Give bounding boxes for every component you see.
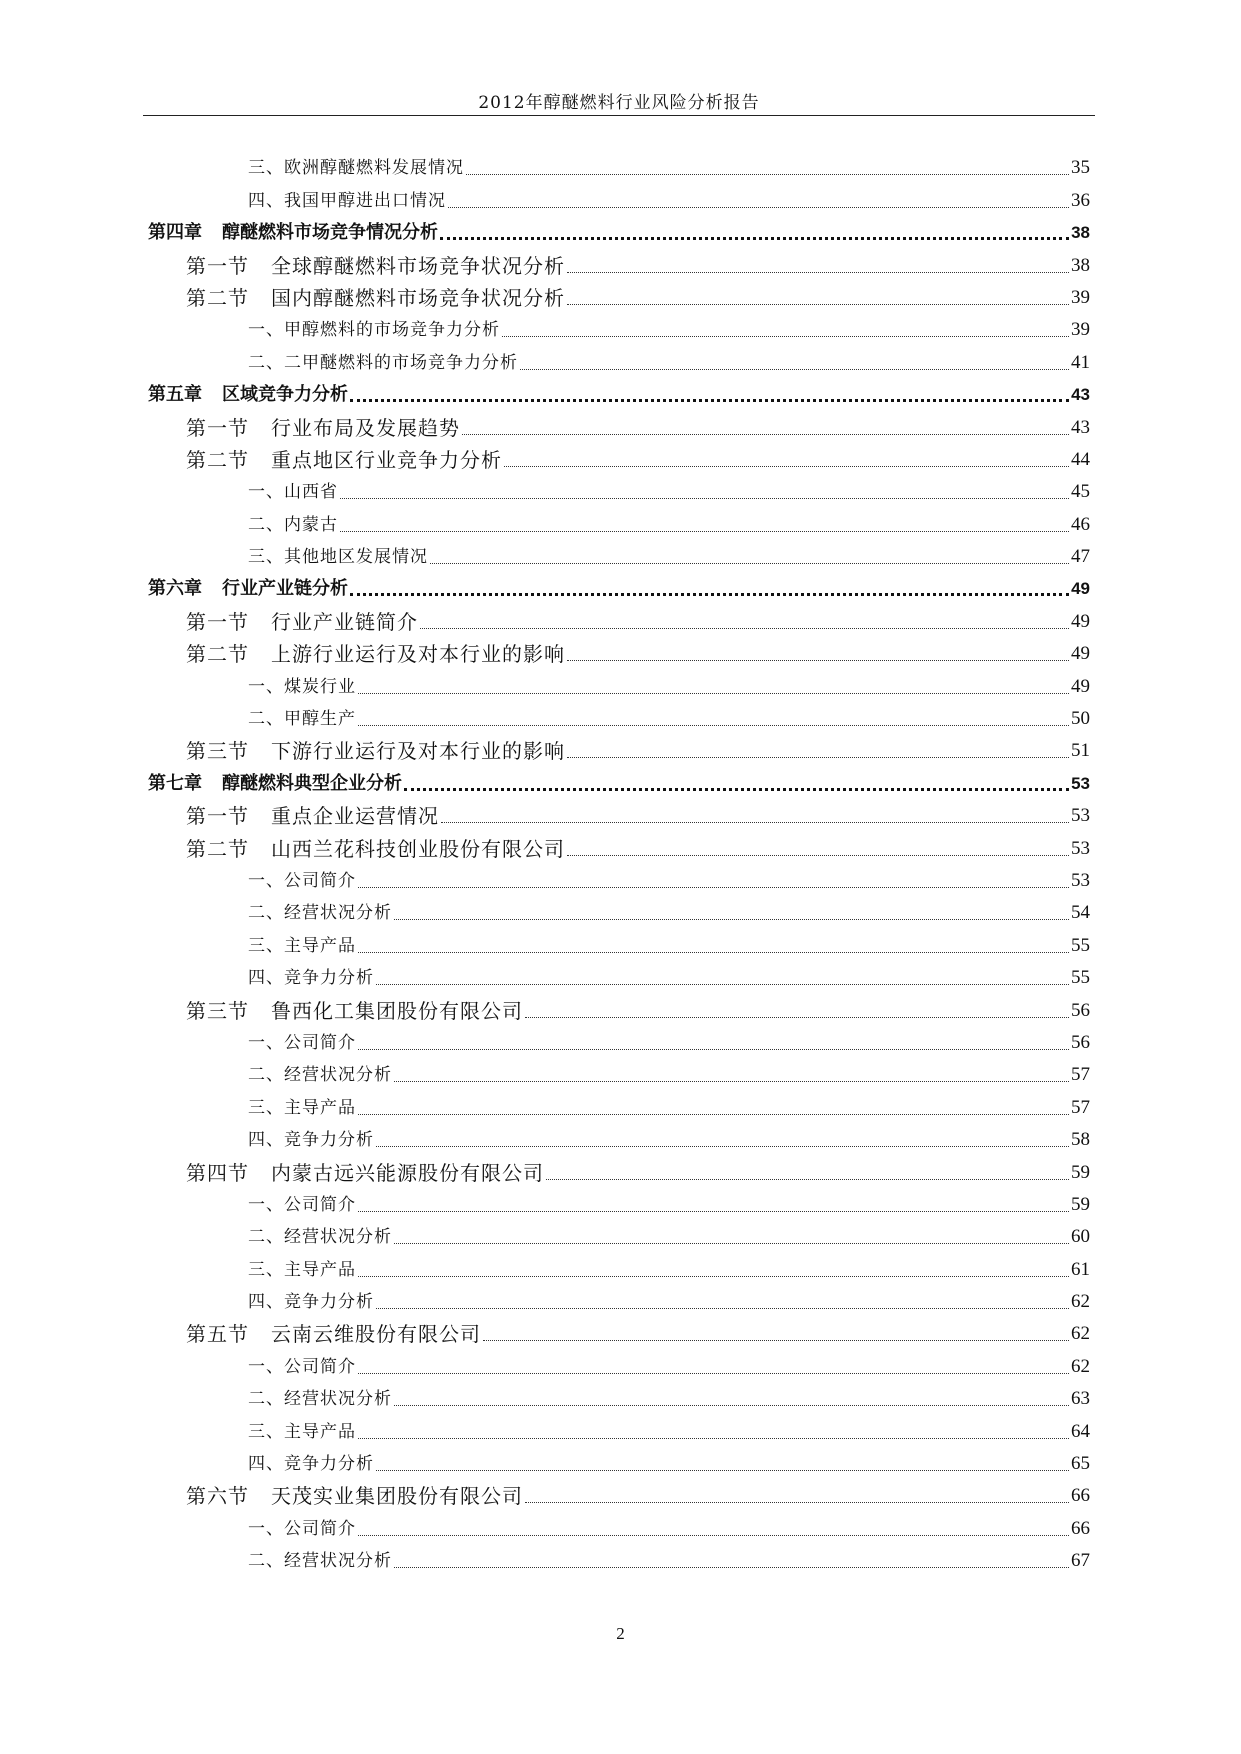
toc-entry-title [186, 837, 565, 861]
toc-page-number: 41 [1071, 351, 1090, 373]
toc-entry-number: 第四节 [186, 1160, 249, 1185]
toc-entry-text: 主导产品 [284, 1259, 356, 1280]
toc-entry-text: 内蒙古 [284, 514, 338, 535]
toc-entry-title [248, 1096, 356, 1120]
toc-entry-title [248, 1452, 374, 1476]
toc-entry-number: 二、 [248, 352, 284, 373]
toc-entry-title [248, 1517, 356, 1541]
toc-entry-title [248, 934, 356, 958]
toc-entry-subsection[interactable] [148, 1415, 1090, 1447]
toc-entry-title [186, 254, 565, 278]
toc-dot-leader [448, 207, 1069, 208]
toc-entry-number: 第二节 [186, 285, 249, 310]
toc-page-number: 59 [1071, 1161, 1090, 1183]
toc-entry-section[interactable] [148, 1318, 1090, 1350]
toc-entry-text: 竞争力分析 [284, 1454, 374, 1475]
toc-entry-title [248, 1128, 374, 1152]
toc-entry-number: 第三节 [186, 739, 249, 764]
toc-entry-text: 我国甲醇进出口情况 [284, 190, 446, 211]
toc-entry-number: 一、 [248, 676, 284, 697]
toc-page-number: 57 [1071, 1064, 1090, 1086]
toc-entry-text: 欧洲醇醚燃料发展情况 [284, 158, 464, 179]
toc-entry-text: 公司简介 [284, 1194, 356, 1215]
toc-page-number: 35 [1071, 157, 1090, 179]
toc-page-number: 62 [1071, 1291, 1090, 1313]
page-number: 2 [616, 1624, 625, 1643]
page-header-title: 2012年醇醚燃料行业风险分析报告 [478, 93, 760, 113]
toc-entry-subsection[interactable] [148, 476, 1090, 508]
toc-page-number: 56 [1071, 1031, 1090, 1053]
toc-entry-text: 其他地区发展情况 [284, 547, 428, 568]
toc-entry-subsection[interactable] [148, 1286, 1090, 1318]
toc-entry-number: 三、 [248, 935, 284, 956]
toc-dot-leader [376, 984, 1069, 985]
toc-entry-subsection[interactable] [148, 1350, 1090, 1382]
toc-entry-title [148, 221, 438, 245]
toc-entry-subsection[interactable] [148, 1221, 1090, 1253]
toc-entry-text: 国内醇醚燃料市场竞争状况分析 [271, 285, 565, 310]
toc-entry-subsection[interactable] [148, 1545, 1090, 1577]
toc-entry-number: 二、 [248, 1551, 284, 1572]
toc-entry-title [186, 739, 565, 763]
toc-entry-text: 竞争力分析 [284, 1130, 374, 1151]
toc-entry-title [248, 966, 374, 990]
toc-entry-title [186, 610, 418, 634]
toc-dot-leader [340, 531, 1069, 532]
toc-entry-subsection[interactable] [148, 152, 1090, 184]
toc-entry-subsection[interactable] [148, 929, 1090, 961]
toc-entry-text: 云南云维股份有限公司 [271, 1322, 481, 1347]
toc-entry-number: 二、 [248, 1065, 284, 1086]
toc-entry-subsection[interactable] [148, 1091, 1090, 1123]
toc-entry-section[interactable] [148, 994, 1090, 1026]
toc-page-number: 51 [1071, 740, 1090, 762]
toc-entry-number: 四、 [248, 1292, 284, 1313]
toc-page-number: 49 [1071, 643, 1090, 665]
toc-entry-section[interactable] [148, 1480, 1090, 1512]
toc-page-number: 56 [1071, 999, 1090, 1021]
toc-entry-subsection[interactable] [148, 1253, 1090, 1285]
toc-entry-text: 煤炭行业 [284, 676, 356, 697]
toc-entry-number: 第四章 [148, 222, 202, 244]
toc-page-number: 44 [1071, 448, 1090, 470]
toc-entry-number: 二、 [248, 1389, 284, 1410]
toc-entry-title [248, 1225, 392, 1249]
toc-entry-text: 天茂实业集团股份有限公司 [271, 1484, 523, 1509]
toc-entry-text: 山西省 [284, 482, 338, 503]
toc-page-number: 55 [1071, 967, 1090, 989]
toc-entry-title [248, 1031, 356, 1055]
toc-entry-text: 下游行业运行及对本行业的影响 [271, 739, 565, 764]
toc-entry-text: 竞争力分析 [284, 968, 374, 989]
toc-entry-title [248, 1549, 392, 1573]
toc-dot-leader [483, 1340, 1069, 1341]
toc-entry-number: 四、 [248, 968, 284, 989]
toc-entry-number: 第一节 [186, 253, 249, 278]
toc-dot-leader [394, 1567, 1069, 1568]
toc-dot-leader [358, 1276, 1069, 1277]
toc-entry-text: 行业产业链分析 [222, 578, 348, 600]
toc-page-number: 45 [1071, 481, 1090, 503]
toc-page-number: 60 [1071, 1226, 1090, 1248]
toc-page-number: 39 [1071, 319, 1090, 341]
toc-entry-text: 行业布局及发展趋势 [271, 415, 460, 440]
toc-entry-number: 第一节 [186, 609, 249, 634]
toc-dot-leader [430, 563, 1069, 564]
toc-entry-subsection[interactable] [148, 1124, 1090, 1156]
toc-entry-text: 行业产业链简介 [271, 609, 418, 634]
toc-dot-leader [358, 1438, 1069, 1439]
toc-dot-leader [502, 336, 1069, 337]
toc-entry-title [248, 1387, 392, 1411]
toc-entry-section[interactable] [148, 249, 1090, 281]
toc-entry-title [248, 1193, 356, 1217]
toc-page-number: 53 [1071, 773, 1090, 793]
toc-page-number: 49 [1071, 579, 1090, 599]
toc-entry-subsection[interactable] [148, 962, 1090, 994]
toc-dot-leader [358, 1373, 1069, 1374]
toc-entry-number: 一、 [248, 1032, 284, 1053]
toc-dot-leader [376, 1146, 1069, 1147]
toc-entry-number: 一、 [248, 1194, 284, 1215]
toc-entry-title [248, 1290, 374, 1314]
toc-entry-section[interactable] [148, 605, 1090, 637]
toc-entry-title [248, 707, 356, 731]
toc-dot-leader [420, 628, 1069, 629]
toc-entry-number: 第一节 [186, 415, 249, 440]
toc-dot-leader [520, 369, 1069, 370]
toc-entry-subsection[interactable] [148, 346, 1090, 378]
toc-page-number: 58 [1071, 1129, 1090, 1151]
toc-dot-leader [466, 174, 1069, 175]
toc-entry-title [248, 545, 428, 569]
toc-entry-number: 四、 [248, 1454, 284, 1475]
toc-entry-number: 一、 [248, 870, 284, 891]
toc-dot-leader [394, 1405, 1069, 1406]
toc-entry-text: 全球醇醚燃料市场竞争状况分析 [271, 253, 565, 278]
toc-entry-text: 经营状况分析 [284, 1227, 392, 1248]
toc-page-number: 62 [1071, 1323, 1090, 1345]
toc-entry-number: 第一节 [186, 804, 249, 829]
toc-page-number: 57 [1071, 1096, 1090, 1118]
toc-dot-leader [404, 788, 1069, 791]
toc-entry-title [186, 1322, 481, 1346]
toc-entry-number: 一、 [248, 482, 284, 503]
toc-entry-subsection[interactable] [148, 1059, 1090, 1091]
toc-entry-text: 公司简介 [284, 870, 356, 891]
toc-dot-leader [440, 237, 1069, 240]
toc-entry-title [186, 804, 439, 828]
toc-entry-text: 经营状况分析 [284, 903, 392, 924]
toc-entry-section[interactable] [148, 800, 1090, 832]
toc-entry-number: 第二节 [186, 642, 249, 667]
toc-entry-title [148, 577, 348, 601]
toc-entry-title [248, 901, 392, 925]
toc-entry-title [248, 1420, 356, 1444]
toc-entry-text: 区域竞争力分析 [222, 384, 348, 406]
toc-entry-number: 三、 [248, 158, 284, 179]
toc-dot-leader [462, 434, 1069, 435]
toc-entry-subsection[interactable] [148, 703, 1090, 735]
toc-entry-number: 二、 [248, 709, 284, 730]
toc-page-number: 38 [1071, 254, 1090, 276]
toc-entry-text: 上游行业运行及对本行业的影响 [271, 642, 565, 667]
toc-entry-number: 二、 [248, 514, 284, 535]
toc-entry-section[interactable] [148, 638, 1090, 670]
toc-entry-subsection[interactable] [148, 184, 1090, 216]
toc-dot-leader [376, 1308, 1069, 1309]
toc-entry-text: 重点企业运营情况 [271, 804, 439, 829]
toc-page-number: 53 [1071, 837, 1090, 859]
toc-page-number: 47 [1071, 546, 1090, 568]
toc-entry-chapter[interactable] [148, 767, 1090, 799]
toc-entry-subsection[interactable] [148, 1383, 1090, 1415]
toc-entry-section[interactable] [148, 411, 1090, 443]
toc-entry-section[interactable] [148, 1156, 1090, 1188]
toc-dot-leader [358, 693, 1069, 694]
toc-dot-leader [350, 399, 1069, 402]
toc-entry-number: 二、 [248, 1227, 284, 1248]
toc-entry-title [248, 189, 446, 213]
toc-dot-leader [358, 725, 1069, 726]
toc-page-number: 49 [1071, 610, 1090, 632]
toc-entry-number: 三、 [248, 547, 284, 568]
toc-dot-leader [546, 1179, 1069, 1180]
toc-entry-title [248, 480, 338, 504]
toc-entry-subsection[interactable] [148, 1027, 1090, 1059]
toc-entry-section[interactable] [148, 735, 1090, 767]
toc-entry-text: 公司简介 [284, 1518, 356, 1539]
toc-entry-title [248, 513, 338, 537]
toc-entry-section[interactable] [148, 282, 1090, 314]
toc-entry-text: 主导产品 [284, 1097, 356, 1118]
toc-dot-leader [567, 304, 1069, 305]
toc-page-number: 64 [1071, 1420, 1090, 1442]
toc-entry-title [186, 416, 460, 440]
toc-entry-subsection[interactable] [148, 670, 1090, 702]
toc-entry-subsection[interactable] [148, 1189, 1090, 1221]
toc-entry-text: 甲醇燃料的市场竞争力分析 [284, 320, 500, 341]
toc-entry-title [186, 1484, 523, 1508]
toc-dot-leader [376, 1470, 1069, 1471]
toc-page-number: 46 [1071, 513, 1090, 535]
toc-dot-leader [358, 887, 1069, 888]
toc-dot-leader [358, 1535, 1069, 1536]
toc-entry-subsection[interactable] [148, 1512, 1090, 1544]
toc-entry-title [248, 1355, 356, 1379]
toc-page-number: 36 [1071, 189, 1090, 211]
toc-page-number: 63 [1071, 1388, 1090, 1410]
toc-entry-text: 醇醚燃料市场竞争情况分析 [222, 222, 438, 244]
toc-entry-number: 第二节 [186, 447, 249, 472]
toc-entry-title [186, 999, 523, 1023]
toc-dot-leader [567, 757, 1069, 758]
toc-dot-leader [340, 498, 1069, 499]
toc-dot-leader [567, 855, 1069, 856]
toc-dot-leader [441, 822, 1069, 823]
toc-dot-leader [350, 593, 1069, 596]
toc-entry-title [148, 383, 348, 407]
toc-entry-title [248, 351, 518, 375]
toc-entry-number: 第六节 [186, 1484, 249, 1509]
toc-entry-number: 三、 [248, 1421, 284, 1442]
toc-page-number: 59 [1071, 1193, 1090, 1215]
toc-entry-title [186, 286, 565, 310]
toc-entry-number: 第六章 [148, 578, 202, 600]
toc-entry-number: 一、 [248, 320, 284, 341]
toc-entry-subsection[interactable] [148, 508, 1090, 540]
toc-entry-text: 公司简介 [284, 1032, 356, 1053]
toc-entry-text: 山西兰花科技创业股份有限公司 [271, 836, 565, 861]
toc-entry-subsection[interactable] [148, 897, 1090, 929]
toc-dot-leader [504, 466, 1069, 467]
toc-entry-subsection[interactable] [148, 865, 1090, 897]
toc-dot-leader [567, 660, 1069, 661]
toc-entry-number: 一、 [248, 1356, 284, 1377]
toc-entry-title [248, 1063, 392, 1087]
toc-dot-leader [358, 1211, 1069, 1212]
toc-page-number: 53 [1071, 805, 1090, 827]
toc-entry-number: 第五节 [186, 1322, 249, 1347]
toc-entry-text: 醇醚燃料典型企业分析 [222, 772, 402, 794]
toc-entry-number: 三、 [248, 1097, 284, 1118]
toc-entry-text: 主导产品 [284, 935, 356, 956]
toc-page-number: 61 [1071, 1258, 1090, 1280]
toc-entry-number: 四、 [248, 1130, 284, 1151]
toc-entry-text: 甲醇生产 [284, 709, 356, 730]
toc-dot-leader [358, 1049, 1069, 1050]
toc-page-number: 49 [1071, 675, 1090, 697]
toc-page-number: 54 [1071, 902, 1090, 924]
toc-entry-number: 四、 [248, 190, 284, 211]
toc-page-number: 67 [1071, 1550, 1090, 1572]
toc-entry-title [148, 772, 402, 796]
toc-entry-number: 第五章 [148, 384, 202, 406]
toc-page-number: 55 [1071, 934, 1090, 956]
toc-page-number: 62 [1071, 1355, 1090, 1377]
toc-entry-title [248, 1258, 356, 1282]
toc-entry-title [186, 642, 565, 666]
toc-entry-number: 第三节 [186, 998, 249, 1023]
toc-page-number: 66 [1071, 1485, 1090, 1507]
toc-page-number: 38 [1071, 223, 1090, 243]
toc-entry-text: 竞争力分析 [284, 1292, 374, 1313]
toc-dot-leader [394, 1243, 1069, 1244]
toc-entry-subsection[interactable] [148, 1448, 1090, 1480]
toc-entry-number: 三、 [248, 1259, 284, 1280]
toc-entry-text: 公司简介 [284, 1356, 356, 1377]
toc-page-number: 39 [1071, 286, 1090, 308]
toc-entry-text: 主导产品 [284, 1421, 356, 1442]
toc-entry-title [248, 318, 500, 342]
toc-dot-leader [525, 1017, 1069, 1018]
toc-entry-number: 一、 [248, 1518, 284, 1539]
toc-dot-leader [358, 1114, 1069, 1115]
toc-entry-chapter[interactable] [148, 379, 1090, 411]
toc-entry-text: 经营状况分析 [284, 1065, 392, 1086]
toc-dot-leader [394, 919, 1069, 920]
toc-page-number: 66 [1071, 1517, 1090, 1539]
toc-entry-text: 二甲醚燃料的市场竞争力分析 [284, 352, 518, 373]
toc-entry-text: 经营状况分析 [284, 1389, 392, 1410]
toc-page-number: 50 [1071, 708, 1090, 730]
toc-entry-text: 鲁西化工集团股份有限公司 [271, 998, 523, 1023]
toc-dot-leader [525, 1502, 1069, 1503]
toc-entry-subsection[interactable] [148, 314, 1090, 346]
toc-entry-text: 重点地区行业竞争力分析 [271, 447, 502, 472]
toc-dot-leader [358, 952, 1069, 953]
toc-entry-title [248, 675, 356, 699]
toc-entry-title [248, 869, 356, 893]
toc-entry-title [186, 448, 502, 472]
toc-entry-chapter[interactable] [148, 573, 1090, 605]
toc-entry-text: 内蒙古远兴能源股份有限公司 [271, 1160, 544, 1185]
toc-entry-subsection[interactable] [148, 541, 1090, 573]
toc-entry-section[interactable] [148, 444, 1090, 476]
toc-dot-leader [394, 1081, 1069, 1082]
toc-page-number: 53 [1071, 869, 1090, 891]
toc-dot-leader [567, 272, 1069, 273]
toc-page-number: 65 [1071, 1453, 1090, 1475]
toc-page-number: 43 [1071, 416, 1090, 438]
toc-entry-number: 二、 [248, 903, 284, 924]
toc-entry-section[interactable] [148, 832, 1090, 864]
toc-entry-text: 经营状况分析 [284, 1551, 392, 1572]
toc-entry-number: 第七章 [148, 772, 202, 794]
table-of-contents [148, 152, 1090, 1577]
toc-entry-number: 第二节 [186, 836, 249, 861]
toc-entry-title [186, 1161, 544, 1185]
header-divider [143, 115, 1095, 116]
toc-page-number: 43 [1071, 385, 1090, 405]
toc-entry-chapter[interactable] [148, 217, 1090, 249]
toc-entry-title [248, 156, 464, 180]
